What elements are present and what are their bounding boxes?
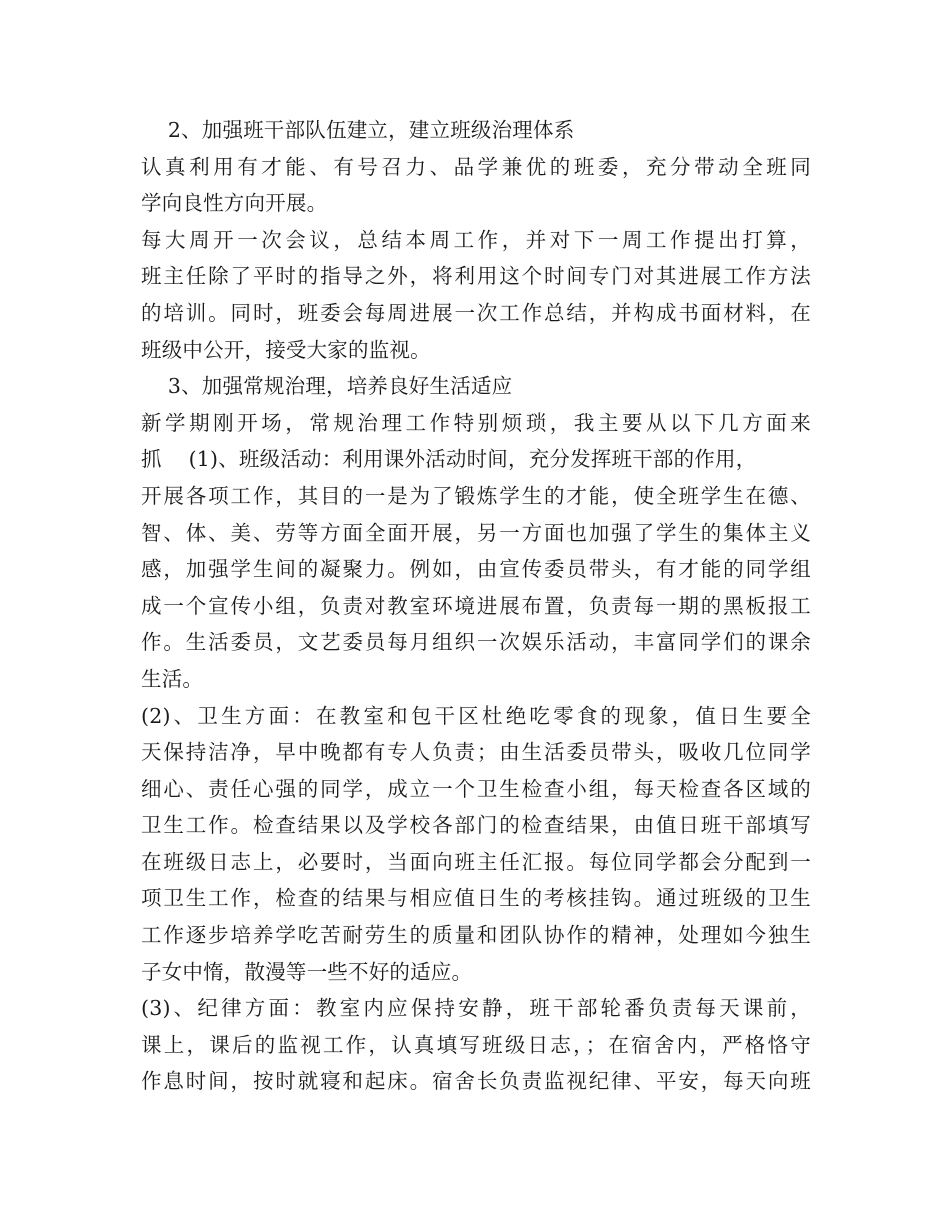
document-body — [141, 112, 811, 1100]
paragraph-line: 工作逐步培养学吃苦耐劳生的质量和团队协作的精神，处理如今独生 — [141, 923, 811, 948]
paragraph-line: 班级中公开，接受大家的监视。 — [141, 337, 431, 362]
paragraph-line: 学向良性方向开展。 — [141, 191, 328, 216]
paragraph-line: 智、体、美、劳等方面全面开展，另一方面也加强了学生的集体主义 — [141, 520, 811, 545]
paragraph-line: 认真利用有才能、有号召力、品学兼优的班委，充分带动全班同 — [141, 154, 811, 179]
paragraph-line: 项卫生工作，检查的结果与相应值日生的考核挂钩。通过班级的卫生 — [141, 886, 811, 911]
paragraph-line: (2)、卫生方面：在教室和包干区杜绝吃零食的现象，值日生要全 — [141, 703, 811, 728]
paragraph-line: 子女中惰，散漫等一些不好的适应。 — [141, 959, 473, 984]
paragraph-line: 作息时间，按时就寝和起床。宿舍长负责监视纪律、平安，每天向班 — [141, 1069, 811, 1094]
paragraph-line: 感，加强学生间的凝聚力。例如，由宣传委员带头，有才能的同学组 — [141, 557, 811, 582]
paragraph-line: 抓 (1)、班级活动：利用课外活动时间，充分发挥班干部的作用， — [141, 447, 757, 472]
paragraph-line: 作。生活委员，文艺委员每月组织一次娱乐活动，丰富同学们的课余 — [141, 630, 811, 655]
paragraph-line: 课上，课后的监视工作，认真填写班级日志，；在宿舍内，严格恪守 — [141, 1032, 811, 1057]
paragraph-line: 卫生工作。检查结果以及学校各部门的检查结果，由值日班干部填写 — [141, 813, 811, 838]
paragraph-line: 在班级日志上，必要时，当面向班主任汇报。每位同学都会分配到一 — [141, 849, 811, 874]
paragraph-line: 成一个宣传小组，负责对教室环境进展布置，负责每一期的黑板报工 — [141, 593, 811, 618]
paragraph-line: 的培训。同时，班委会每周进展一次工作总结，并构成书面材料，在 — [141, 300, 811, 325]
section-heading: 3、加强常规治理，培养良好生活适应 — [141, 374, 513, 399]
section-heading: 2、加强班干部队伍建立，建立班级治理体系 — [141, 118, 575, 142]
paragraph-line: 天保持洁净，早中晚都有专人负责；由生活委员带头，吸收几位同学 — [141, 740, 811, 765]
paragraph-line: 新学期刚开场，常规治理工作特别烦琐，我主要从以下几方面来 — [141, 410, 811, 435]
paragraph-line: 开展各项工作，其目的一是为了锻炼学生的才能，使全班学生在德、 — [141, 483, 811, 508]
paragraph-line: 细心、责任心强的同学，成立一个卫生检查小组，每天检查各区域的 — [141, 776, 811, 801]
paragraph-line: 生活。 — [141, 666, 204, 691]
paragraph-line: (3)、纪律方面：教室内应保持安静，班干部轮番负责每天课前， — [141, 996, 811, 1021]
paragraph-line: 每大周开一次会议，总结本周工作，并对下一周工作提出打算， — [141, 227, 811, 252]
paragraph-line: 班主任除了平时的指导之外，将利用这个时间专门对其进展工作方法 — [141, 264, 811, 289]
